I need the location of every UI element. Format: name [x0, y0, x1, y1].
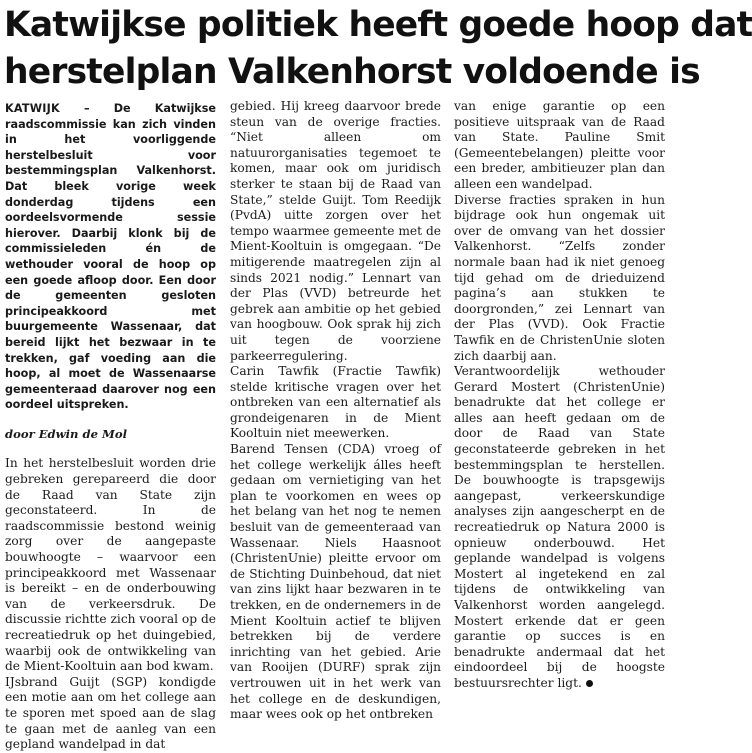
end-mark-icon: [586, 680, 593, 687]
article-column-1: [5, 101, 216, 753]
headline-line-2: herstelplan Valkenhorst voldoende is: [4, 52, 700, 92]
body-paragraph-final: [454, 364, 665, 691]
byline: door Edwin de Mol: [5, 426, 128, 441]
body-paragraph: In het herstelbesluit worden drie gebreken gerepareerd die door de Raad van State zijn geconstateerd. In de raadscommissie bestond weinig zorg over de aangepaste bouwhoogte – waarvoor een principeakkoord met Wassenaar is bereikt – en de onderbouwing van de verkeersdruk. De discussie richtte zich vooral op de recreatiedruk op het duingebied, waarbij ook de ontwikkeling van de Mient-Kooltuin aan bod kwam.: [5, 456, 216, 674]
headline-line-1: Katwijkse politiek heeft goede hoop dat: [4, 5, 752, 45]
body-paragraph: Carin Tawfik (Fractie Tawfik) stelde kritische vragen over het ontbreken van een alternatief als grondeigenaren in de Mient Kooltuin niet meewerken.: [230, 364, 441, 441]
article-column-3: [454, 99, 665, 692]
body-paragraph: van enige garantie op een positieve uitspraak van de Raad van State. Pauline Smit (Gemeentebelangen) pleitte voor een breder, ambitieuzer plan dan alleen een wandelpad.: [454, 99, 665, 191]
body-paragraph: gebied. Hij kreeg daarvoor brede steun van de overige fracties. “Niet alleen om natuurorganisaties tegemoet te komen, maar ook om juridisch sterker te staan bij de Raad van State,” stelde Guijt. Tom Reedijk (PvdA) uitte zorgen over het tempo waarmee gemeente met de Mient-Kooltuin is omgegaan. “De mitigerende maatregelen zijn al sinds 2021 nodig.” Lennart van der Plas (VVD) betreurde het gebrek aan ambitie op het gebied van hoogbouw. Ook sprak hij zich uit tegen de voorziene parkeerregulering.: [230, 99, 441, 363]
body-paragraph: Barend Tensen (CDA) vroeg of het college werkelijk álles heeft gedaan om vernietiging van het plan te voorkomen en wees op het belang van het nog te nemen besluit van de gemeenteraad van Wassenaar. Niels Haasnoot (ChristenUnie) pleitte ervoor om de Stichting Duinbehoud, dat niet van zins lijkt haar bezwaren in te trekken, en de ondernemers in de Mient Kooltuin actief te blijven betrekken bij de verdere inrichting van het gebied. Arie van Rooijen (DURF) sprak zijn vertrouwen uit in het werk van het college en de deskundigen, maar wees ook op het ontbreken: [230, 442, 441, 722]
body-paragraph: Diverse fracties spraken in hun bijdrage ook hun ongemak uit over de omvang van het dossier Valkenhorst. “Zelfs zonder normale baan had ik niet genoeg tijd gehad om de drieduizend pagina’s aan stukken te doorgronden,” zei Lennart van der Plas (VVD). Ook Fractie Tawfik en de ChristenUnie sloten zich daarbij aan.: [454, 192, 665, 363]
dateline: KATWIJK: [5, 102, 60, 115]
intro-paragraph: [5, 101, 216, 413]
intro-text: – De Katwijkse raadscommissie kan zich vinden in het voorliggende herstelbesluit voor bestemmingsplan Valkenhorst. Dat bleek vorige week donderdag tijdens een oordeelsvormende sessie hierover. Daarbij klonk bij de commissieleden én de wethouder vooral de hoop op een goede afloop door. Een door de gemeenten gesloten principeakkoord met buurgemeente Wassenaar, dat bereid lijkt het bezwaar in te trekken, gaf voeding aan die hoop, al moet de Wassenaarse gemeenteraad daarover nog een oordeel uitspreken.: [5, 102, 216, 412]
final-paragraph-text: Verantwoordelijk wethouder Gerard Mostert (ChristenUnie) benadrukte dat het college er alles aan heeft gedaan om de door de Raad van State geconstateerde gebreken in het bestemmingsplan te herstellen. De bouwhoogte is trapsgewijs aangepast, verkeerskundige analyses zijn aangescherpt en de recreatiedruk op Natura 2000 is opnieuw onderbouwd. Het geplande wandelpad is volgens Mostert al ingetekend en zal tijdens de ontwikkeling van Valkenhorst worden aangelegd. Mostert erkende dat er geen garantie op succes is en benadrukte andermaal dat het eindoordeel bij de hoogste bestuursrechter ligt.: [454, 364, 665, 690]
body-paragraph: IJsbrand Guijt (SGP) kondigde een motie aan om het college aan te sporen met spoed aan de slag te gaan met de aanleg van een gepland wandelpad in dat: [5, 674, 216, 752]
headline: [4, 2, 752, 96]
article-column-2: [230, 99, 441, 723]
